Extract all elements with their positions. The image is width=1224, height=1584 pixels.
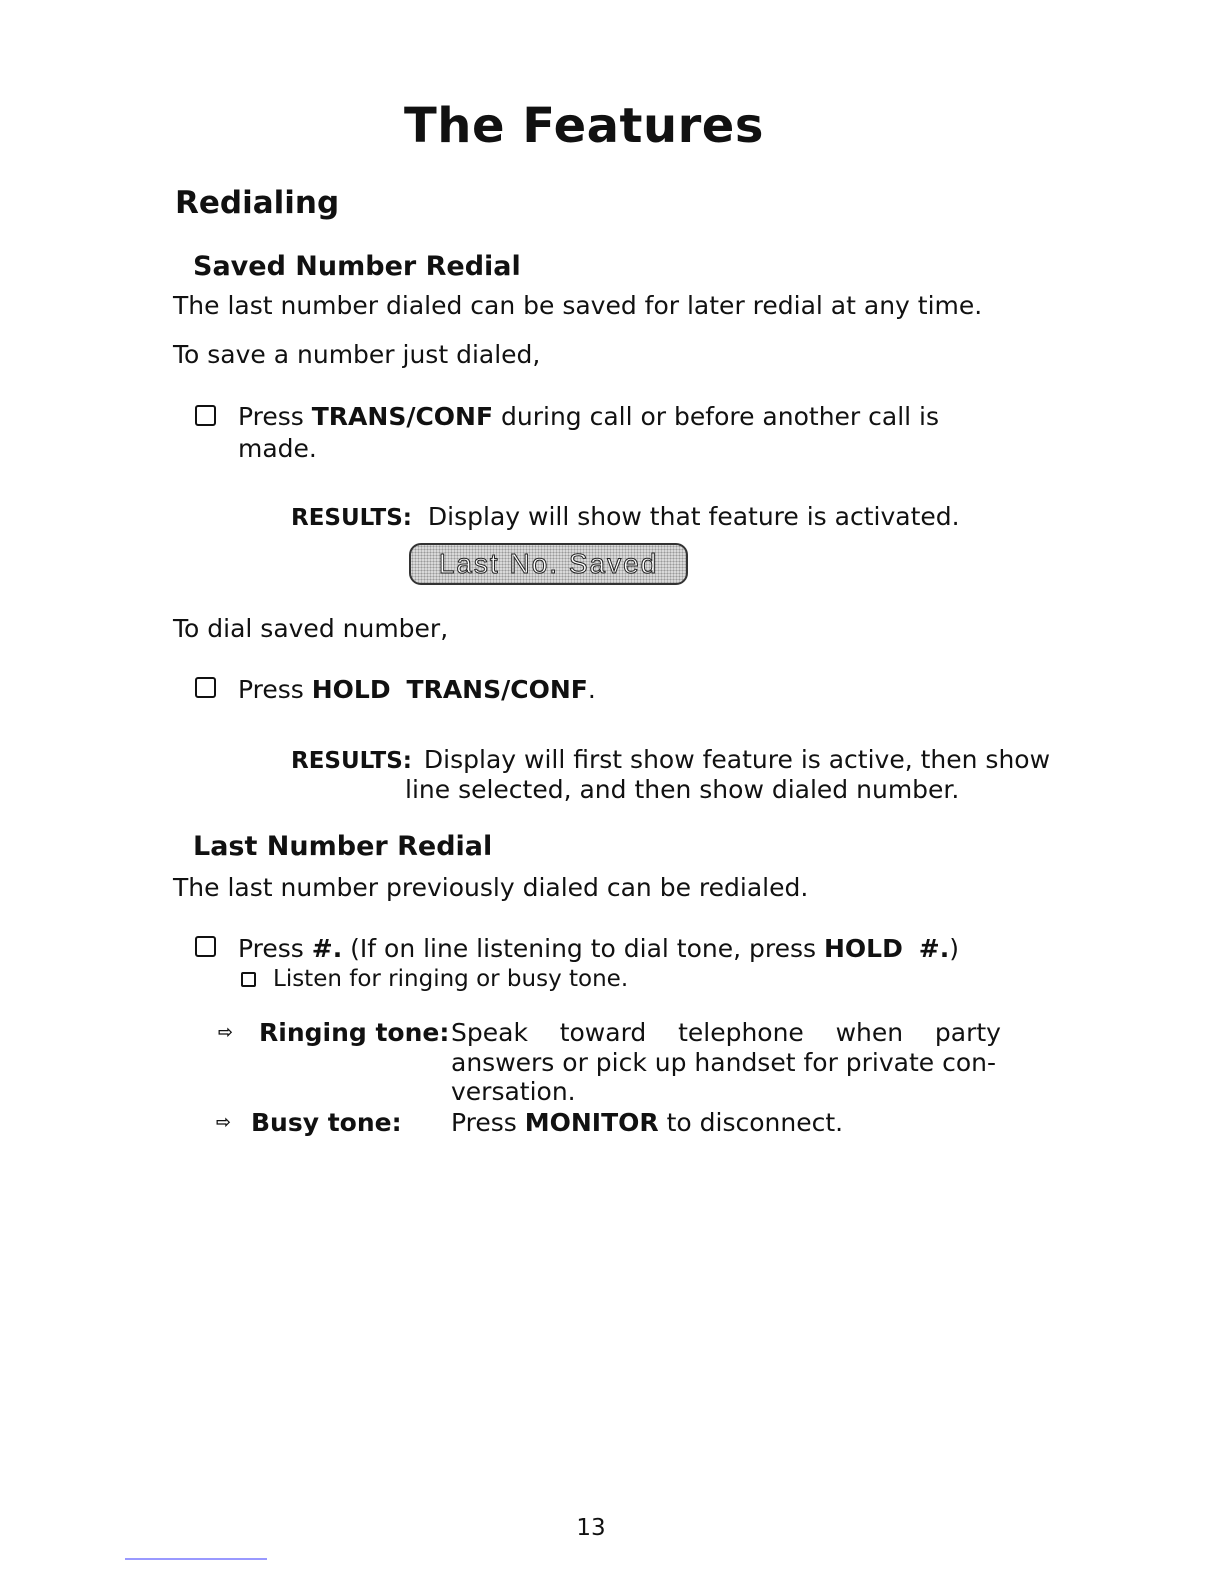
ringing-line3: versation. bbox=[451, 1077, 576, 1106]
last-intro: The last number previously dialed can be redialed. bbox=[173, 873, 809, 902]
page-title: The Features bbox=[404, 98, 764, 154]
save-prompt: To save a number just dialed, bbox=[173, 340, 541, 369]
busy-text bbox=[451, 1108, 843, 1137]
step-dial-post: . bbox=[587, 675, 596, 704]
section-title: Redialing bbox=[175, 185, 340, 221]
hold-key: HOLD bbox=[824, 934, 903, 963]
results2-line2: line selected, and then show dialed number. bbox=[405, 775, 960, 804]
checkbox-icon bbox=[195, 936, 216, 961]
step-redial-post: ) bbox=[949, 934, 959, 963]
results2-label: RESULTS: bbox=[291, 748, 412, 774]
trans-conf-key: TRANS/CONF bbox=[406, 675, 588, 704]
pound-key: #. bbox=[311, 934, 343, 963]
monitor-key: MONITOR bbox=[524, 1108, 659, 1137]
busy-post: to disconnect. bbox=[658, 1108, 844, 1137]
arrow-icon: ⇨ bbox=[218, 1022, 234, 1043]
results-label: RESULTS: bbox=[291, 505, 412, 531]
checkbox-icon bbox=[195, 677, 216, 702]
step-dial-pre: Press bbox=[238, 675, 312, 704]
trans-conf-key: TRANS/CONF bbox=[311, 402, 494, 431]
ringing-line2: answers or pick up handset for private con- bbox=[451, 1048, 997, 1077]
saved-intro: The last number dialed can be saved for later redial at any time. bbox=[173, 291, 983, 320]
results2-text1: Display will first show feature is active, then show bbox=[423, 745, 1051, 774]
arrow-icon: ⇨ bbox=[216, 1112, 232, 1133]
ringing-line1: Speak toward telephone when party bbox=[451, 1018, 1001, 1047]
pound-key: #. bbox=[918, 934, 950, 963]
step-dial-text bbox=[238, 675, 596, 704]
small-checkbox-icon bbox=[241, 972, 256, 991]
step-save-cont: made. bbox=[238, 434, 317, 463]
results-line bbox=[291, 502, 960, 531]
step-redial-pre: Press bbox=[238, 934, 312, 963]
step-save-text bbox=[238, 402, 939, 431]
step-redial-mid: (If on line listening to dial tone, press bbox=[342, 934, 824, 963]
busy-pre: Press bbox=[451, 1108, 525, 1137]
results-text: Display will show that feature is activated. bbox=[427, 502, 960, 531]
lcd-display: Last No. Saved bbox=[409, 543, 688, 585]
scan-mark bbox=[125, 1558, 267, 1560]
hold-key: HOLD bbox=[311, 675, 391, 704]
saved-redial-heading: Saved Number Redial bbox=[193, 251, 521, 282]
dial-prompt: To dial saved number, bbox=[173, 614, 449, 643]
step-save-pre: Press bbox=[238, 402, 312, 431]
last-redial-heading: Last Number Redial bbox=[193, 831, 493, 862]
page-number: 13 bbox=[576, 1515, 606, 1541]
results2-line1 bbox=[291, 745, 1050, 774]
ringing-label: Ringing tone: bbox=[259, 1018, 450, 1047]
substep-listen: Listen for ringing or busy tone. bbox=[273, 966, 629, 992]
step-save-post: during call or before another call is bbox=[493, 402, 940, 431]
busy-label: Busy tone: bbox=[251, 1108, 402, 1137]
checkbox-icon bbox=[195, 405, 216, 430]
step-redial-text bbox=[238, 934, 959, 963]
